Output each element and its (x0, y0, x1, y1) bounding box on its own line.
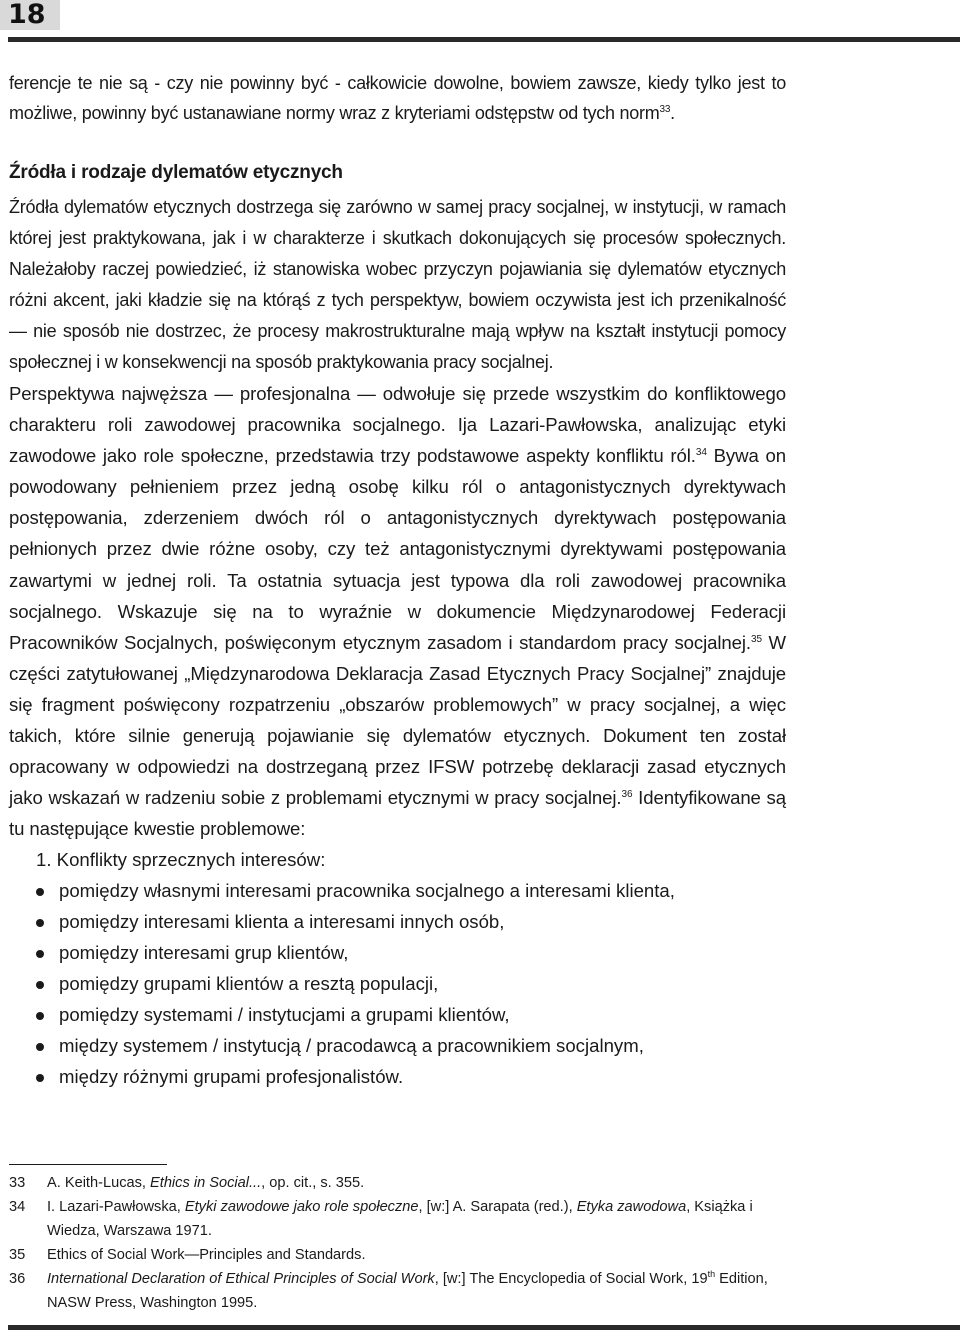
paragraph-1-text (9, 192, 786, 378)
footnote-text (47, 1195, 789, 1243)
bullet-list-item (9, 906, 786, 937)
bullet-icon (36, 1074, 44, 1082)
footnote-35 (9, 1243, 789, 1267)
footnote-ref-35[interactable]: 35 (751, 633, 762, 645)
footnote-author: I. Lazari-Pawłowska, (47, 1199, 185, 1215)
footnote-text (47, 1267, 789, 1315)
main-content (9, 68, 786, 1092)
bullet-icon (36, 888, 44, 896)
footnote-33 (9, 1171, 789, 1195)
intro-paragraph (9, 68, 786, 128)
paragraph-1 (9, 192, 786, 378)
footnote-author: A. Keith-Lucas, (47, 1175, 151, 1191)
bullet-text: pomiędzy interesami klienta a interesami innych osób, (59, 911, 505, 933)
header-rule (8, 37, 960, 42)
bullet-text: między różnymi grupami profesjonalistów. (59, 1066, 404, 1088)
footnote-source: , [w:] A. Sarapata (red.), (418, 1199, 577, 1215)
bullet-text: między systemem / instytucją / pracodawcą a pracownikiem socjalnym, (59, 1035, 644, 1057)
footnote-title: Ethics in Social... (150, 1175, 262, 1191)
footnote-text (47, 1171, 789, 1195)
footnote-ref-36[interactable]: 36 (621, 789, 633, 801)
footnotes (9, 1171, 789, 1315)
footnote-separator (9, 1164, 167, 1165)
intro-body: ferencje te nie są - czy nie powinny być - całkowicie dowolne, bowiem zawsze, kiedy tylko jest to możliwe, powinny być ustanawiane normy wraz z kryteriami odstępstw od tych norm (9, 73, 786, 123)
bullet-icon (36, 950, 44, 958)
bullet-icon (36, 919, 44, 927)
footnote-book-title: Etyka zawodowa (576, 1199, 687, 1215)
bullet-text: pomiędzy interesami grup klientów, (59, 942, 349, 964)
footer-rule (8, 1325, 960, 1330)
bullet-icon (36, 1043, 44, 1051)
section-heading: Źródła i rodzaje dylematów etycznych (9, 162, 343, 183)
footnote-36 (9, 1267, 789, 1315)
paragraph-2-text (9, 378, 786, 844)
numbered-list (9, 844, 786, 875)
bullet-list-item (9, 999, 786, 1030)
footnote-34 (9, 1195, 789, 1243)
paragraph-2-part-4: Identyfikowane są tu następujące kwestie problemowe: (9, 787, 786, 840)
page-number: 18 (0, 0, 60, 30)
footnote-source: , [w:] The Encyclopedia of Social Work, 19 (434, 1271, 708, 1287)
bullet-icon (36, 1012, 44, 1020)
bullet-text: pomiędzy własnymi interesami pracownika socjalnego a interesami klienta, (59, 880, 675, 902)
footnote-number: 34 (9, 1199, 26, 1215)
bullet-list-item (9, 937, 786, 968)
intro-tail: . (670, 103, 675, 123)
footnote-superscript: th (707, 1269, 716, 1279)
bullet-text: pomiędzy systemami / instytucjami a grupami klientów, (59, 1004, 510, 1026)
bullet-list-item (9, 968, 786, 999)
footnote-ref-33[interactable]: 33 (659, 104, 671, 115)
paragraph-2-part-2: Bywa on powodowany pełnieniem przez jedną osobę kilku ról o antagonistycznych dyrektywach postępowania, zderzeniem dwóch ról o antagonistycznych dyrektywach postępowania pełnionych przez dwie różne osoby, czy też antagonistycznymi dyrektywami postępowania zawartymi w jednej roli. Ta ostatnia sytuacja jest typowa dla roli zawodowej pracownika socjalnego. Wskazuje się na to wyraźnie w dokumencie Międzynarodowej Federacji Pracowników Socjalnych, poświęconym etycznym zasadom i standardom pracy socjalnej. (9, 445, 786, 653)
paragraph-1-part-b: Należałoby raczej powiedzieć, iż stanowiska wobec przyczyn pojawiania się dylematów etycznych różni akcent, jaki kładzie się na którąś z tych perspektyw, bowiem oczywista jest ich przenikalność — nie sposób nie dostrzec, że procesy makrostrukturalne mają wpływ na kształt instytucji pomocy społecznej i w konsekwencji na sposób praktykowania pracy socjalnej. (9, 259, 786, 372)
bullet-list (9, 875, 786, 1092)
footnote-edition: Edition, NASW Press, Washington 1995. (47, 1271, 768, 1311)
footnote-publisher: , Książka i Wiedza, Warszawa 1971. (47, 1199, 753, 1239)
footnote-number: 33 (9, 1175, 26, 1191)
bullet-list-item (9, 1061, 786, 1092)
bullet-icon (36, 981, 44, 989)
footnote-source: , op. cit., s. 355. (261, 1175, 365, 1191)
bullet-text: pomiędzy grupami klientów a resztą populacji, (59, 973, 439, 995)
bullet-list-item (9, 1030, 786, 1061)
paragraph-2-part-3: W części zatytułowanej „Międzynarodowa Deklaracja Zasad Etycznych Pracy Socjalnej” znajduje się fragment poświęcony rozpatrzeniu „obszarów problemowych” w pracy socjalnej, a więc takich, które silnie generują pojawianie się dylematów etycznych. Dokument ten został opracowany w odpowiedzi na dostrzeganą przez IFSW potrzebę deklaracji zasad etycznych jako wskazań w radzeniu sobie z problemami etycznymi w pracy socjalnej. (9, 631, 787, 809)
footnote-text: Ethics of Social Work—Principles and Standards. (47, 1247, 366, 1263)
footnote-title: Etyki zawodowe jako role społeczne (184, 1199, 419, 1215)
paragraph-1-part-a: Źródła dylematów etycznych dostrzega się zarówno w samej pracy socjalnej, w instytucji, w ramach której jest praktykowana, jak i w charakterze i skutkach dokonujących się procesów społecznych. (9, 197, 786, 248)
footnote-title: International Declaration of Ethical Principles of Social Work (47, 1271, 435, 1287)
paragraph-2 (9, 378, 786, 844)
paragraph-2-part-1: Perspektywa najwęższa — profesjonalna — odwołuje się przede wszystkim do konfliktowego charakteru roli zawodowej pracownika socjalnego. Ija Lazari-Pawłowska, analizując etyki zawodowe jako role społeczne, przedstawia trzy podstawowe aspekty konfliktu ról. (9, 383, 786, 467)
numbered-list-item: 1. Konflikty sprzecznych interesów: (36, 849, 326, 871)
intro-text (9, 68, 786, 128)
bullet-list-item (9, 875, 786, 906)
footnote-number: 35 (9, 1247, 26, 1263)
footnote-ref-34[interactable]: 34 (695, 447, 707, 459)
footnote-number: 36 (9, 1271, 26, 1287)
